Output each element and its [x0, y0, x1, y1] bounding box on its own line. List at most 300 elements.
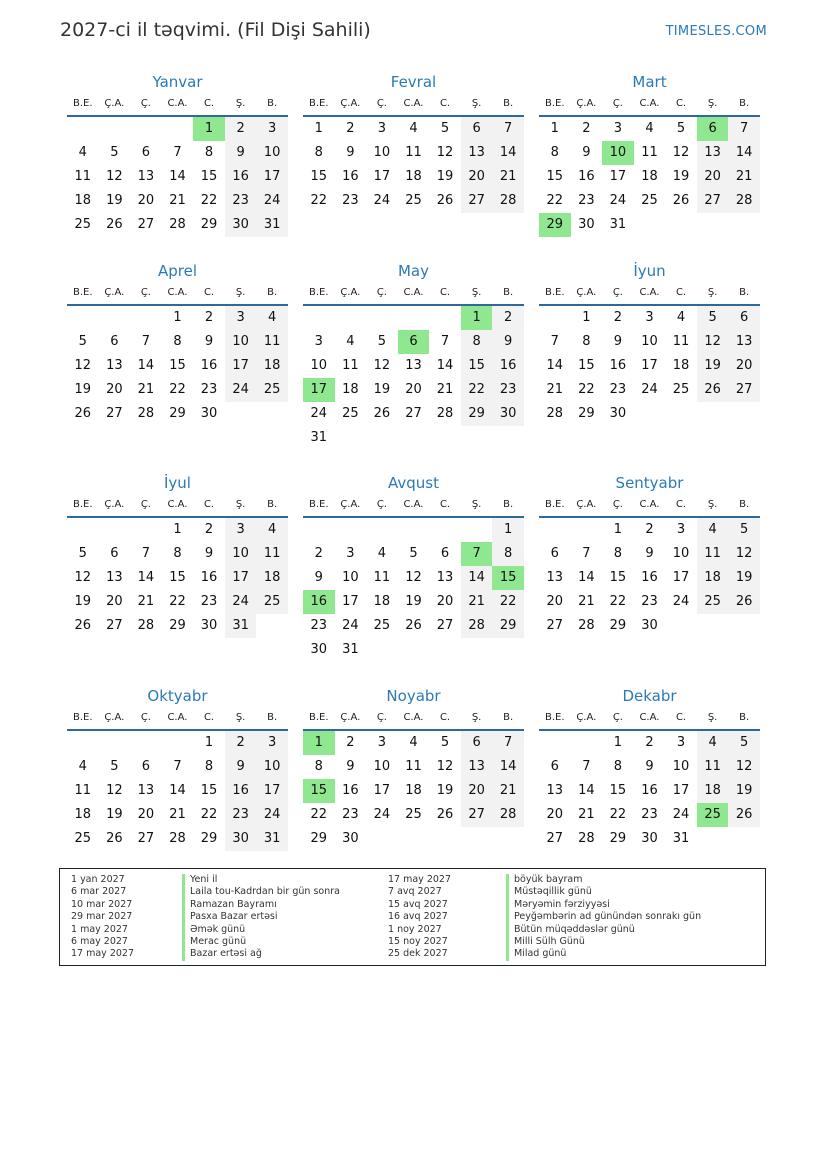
legend-date: 15 noy 2027 [388, 935, 448, 947]
day-cell: 14 [578, 783, 595, 798]
day-cell: 7 [141, 546, 151, 561]
day-cell: 26 [672, 193, 690, 208]
month-name: İyul [164, 474, 191, 492]
weekday-label: Ş. [471, 287, 482, 298]
day-cell: 10 [310, 358, 328, 373]
weekday-label: Ç. [376, 499, 387, 510]
day-cell: 22 [200, 193, 218, 208]
legend-holiday-name: Merac günü [190, 935, 247, 947]
month-noyabr [303, 685, 524, 851]
weekday-label: Ç.A. [104, 499, 125, 510]
day-cell: 31 [609, 217, 627, 232]
day-cell: 14 [461, 566, 493, 590]
day-cell: 8 [582, 334, 591, 349]
weekday-label: Ç. [140, 712, 151, 723]
day-cell: 16 [225, 779, 257, 803]
day-cell: 24 [256, 803, 288, 827]
day-cell: 28 [169, 831, 186, 846]
weekday-header [67, 93, 288, 117]
day-grid [539, 306, 760, 426]
month-oktyabr [67, 685, 288, 851]
month-name: Dekabr [622, 687, 677, 705]
month-name: Noyabr [386, 687, 441, 705]
day-cell: 16 [641, 783, 658, 798]
weekday-label: Ç.A. [340, 287, 361, 298]
weekday-label: Ş. [471, 712, 482, 723]
day-cell: 6 [141, 759, 151, 774]
day-cell: 4 [645, 121, 654, 136]
day-cell: 24 [609, 193, 627, 208]
day-cell: 3 [225, 518, 257, 542]
weekday-header [539, 494, 760, 518]
weekday-label: Ç.A. [576, 98, 597, 109]
day-cell: 9 [645, 546, 654, 561]
day-cell: 23 [342, 807, 359, 822]
day-cell: 3 [377, 735, 387, 750]
day-cell: 27 [461, 189, 493, 213]
holiday-day: 10 [602, 141, 634, 165]
empty-cell [366, 306, 398, 330]
day-cell: 26 [436, 193, 454, 208]
weekday-label: C.A. [403, 287, 424, 298]
day-cell: 26 [728, 590, 760, 614]
day-cell: 6 [728, 306, 760, 330]
weekday-label: C. [203, 499, 215, 510]
day-cell: 21 [492, 165, 524, 189]
day-cell: 13 [106, 358, 123, 373]
weekday-label: B.E. [545, 98, 565, 109]
weekday-label: C.A. [167, 499, 188, 510]
day-cell: 2 [314, 546, 323, 561]
day-cell: 7 [550, 334, 559, 349]
weekday-label: C. [675, 712, 687, 723]
day-cell: 23 [225, 189, 257, 213]
day-cell: 2 [204, 522, 214, 537]
month-name: Avqust [388, 474, 439, 492]
day-cell: 20 [436, 594, 454, 609]
weekday-header [67, 282, 288, 306]
day-cell: 27 [137, 217, 155, 232]
day-cell: 30 [578, 217, 595, 232]
day-cell: 29 [169, 406, 186, 421]
day-grid [67, 306, 288, 426]
weekday-label: Ş. [707, 287, 718, 298]
day-cell: 25 [256, 378, 288, 402]
day-cell: 10 [672, 759, 690, 774]
weekday-label: B.E. [309, 499, 329, 510]
day-cell: 29 [578, 406, 595, 421]
weekday-label: C. [439, 712, 451, 723]
weekday-header [303, 707, 524, 731]
day-grid [539, 117, 760, 237]
day-cell: 10 [373, 145, 391, 160]
day-cell: 20 [405, 382, 422, 397]
day-cell: 12 [672, 145, 690, 160]
day-cell: 8 [204, 759, 214, 774]
day-cell: 12 [106, 783, 123, 798]
day-cell: 10 [225, 330, 257, 354]
empty-cell [398, 518, 430, 542]
day-cell: 24 [225, 378, 257, 402]
weekday-label: B. [739, 712, 750, 723]
day-cell: 18 [74, 807, 92, 822]
day-cell: 19 [728, 779, 760, 803]
day-cell: 29 [461, 402, 493, 426]
empty-cell [99, 306, 131, 330]
day-cell: 2 [346, 121, 355, 136]
legend-holiday-name: Pasxa Bazar ertəsi [190, 911, 278, 923]
empty-cell [162, 117, 194, 141]
day-cell: 9 [204, 546, 214, 561]
weekday-label: Ç.A. [104, 712, 125, 723]
day-cell: 20 [546, 807, 564, 822]
day-cell: 25 [405, 807, 422, 822]
weekday-label: B.E. [73, 499, 93, 510]
month-i̇yul [67, 472, 288, 638]
empty-cell [571, 518, 603, 542]
day-cell: 19 [74, 382, 92, 397]
day-cell: 22 [169, 594, 186, 609]
day-cell: 30 [342, 831, 359, 846]
empty-cell [303, 306, 335, 330]
day-cell: 8 [613, 759, 623, 774]
day-cell: 17 [609, 169, 627, 184]
day-cell: 7 [141, 334, 151, 349]
empty-cell [67, 117, 99, 141]
day-cell: 11 [405, 145, 422, 160]
day-cell: 2 [613, 310, 623, 325]
day-cell: 31 [256, 213, 288, 237]
day-cell: 19 [436, 783, 454, 798]
empty-cell [99, 117, 131, 141]
day-cell: 24 [342, 618, 359, 633]
day-cell: 27 [728, 378, 760, 402]
day-cell: 15 [310, 169, 328, 184]
day-cell: 16 [200, 358, 218, 373]
day-cell: 13 [697, 141, 729, 165]
weekday-label: B. [503, 98, 514, 109]
weekday-label: Ş. [707, 499, 718, 510]
day-cell: 21 [169, 807, 186, 822]
day-cell: 22 [169, 382, 186, 397]
holiday-day: 1 [303, 731, 335, 755]
legend-date: 6 may 2027 [71, 935, 128, 947]
day-cell: 2 [225, 731, 257, 755]
day-cell: 23 [200, 594, 218, 609]
day-cell: 14 [436, 358, 454, 373]
weekday-label: C. [675, 287, 687, 298]
day-cell: 16 [225, 165, 257, 189]
day-cell: 2 [492, 306, 524, 330]
day-cell: 26 [697, 378, 729, 402]
day-cell: 20 [461, 779, 493, 803]
day-cell: 5 [78, 334, 87, 349]
legend-date: 6 mar 2027 [71, 886, 127, 898]
weekday-label: Ş. [707, 712, 718, 723]
day-cell: 11 [641, 145, 658, 160]
day-cell: 6 [461, 731, 493, 755]
day-cell: 17 [373, 169, 391, 184]
day-grid [303, 306, 524, 450]
day-cell: 20 [728, 354, 760, 378]
legend-holiday-name: Bütün müqəddəslər günü [514, 923, 635, 935]
day-cell: 15 [169, 358, 186, 373]
day-cell: 18 [697, 566, 729, 590]
day-cell: 13 [405, 358, 422, 373]
day-cell: 13 [436, 570, 454, 585]
day-cell: 4 [676, 310, 686, 325]
legend-names-col-1 [182, 874, 340, 961]
day-cell: 7 [492, 731, 524, 755]
empty-cell [335, 518, 367, 542]
weekday-header [539, 93, 760, 117]
month-avqust [303, 472, 524, 662]
weekday-header [539, 282, 760, 306]
day-cell: 28 [492, 803, 524, 827]
legend-date: 1 noy 2027 [388, 923, 442, 935]
day-cell: 4 [377, 546, 387, 561]
empty-cell [539, 306, 571, 330]
weekday-label: Ş. [235, 287, 246, 298]
day-cell: 27 [697, 189, 729, 213]
empty-cell [539, 731, 571, 755]
day-cell: 1 [613, 522, 623, 537]
month-fevral [303, 71, 524, 213]
day-cell: 8 [492, 542, 524, 566]
day-cell: 26 [106, 217, 123, 232]
day-cell: 5 [110, 145, 119, 160]
day-cell: 27 [137, 831, 155, 846]
weekday-label: C.A. [639, 98, 660, 109]
day-cell: 26 [74, 618, 92, 633]
day-cell: 3 [377, 121, 387, 136]
day-cell: 18 [405, 783, 422, 798]
day-cell: 6 [141, 145, 151, 160]
day-cell: 21 [461, 590, 493, 614]
day-cell: 8 [204, 145, 214, 160]
weekday-label: C.A. [639, 499, 660, 510]
day-cell: 3 [256, 117, 288, 141]
day-cell: 10 [225, 542, 257, 566]
day-cell: 18 [405, 169, 422, 184]
day-cell: 11 [697, 542, 729, 566]
day-cell: 25 [641, 193, 658, 208]
day-cell: 16 [200, 570, 218, 585]
legend-date: 17 may 2027 [388, 874, 452, 885]
day-cell: 29 [609, 831, 627, 846]
day-cell: 23 [641, 807, 658, 822]
day-cell: 17 [342, 594, 359, 609]
day-cell: 5 [728, 731, 760, 755]
day-cell: 16 [609, 358, 627, 373]
weekday-label: C. [439, 98, 451, 109]
day-cell: 18 [373, 594, 391, 609]
day-cell: 30 [609, 406, 627, 421]
weekday-label: C.A. [167, 287, 188, 298]
day-cell: 7 [440, 334, 450, 349]
weekday-label: Ç.A. [340, 712, 361, 723]
day-cell: 10 [342, 570, 359, 585]
holiday-legend [59, 868, 766, 966]
day-cell: 26 [436, 807, 454, 822]
month-name: Aprel [157, 262, 198, 280]
day-cell: 17 [256, 779, 288, 803]
weekday-label: Ç. [140, 499, 151, 510]
month-sentyabr [539, 472, 760, 638]
day-cell: 13 [546, 570, 564, 585]
day-cell: 30 [200, 618, 218, 633]
legend-date: 7 avq 2027 [388, 886, 442, 898]
weekday-header [67, 707, 288, 731]
day-cell: 22 [461, 378, 493, 402]
day-grid [303, 117, 524, 213]
empty-cell [162, 731, 194, 755]
day-cell: 14 [137, 358, 155, 373]
day-cell: 8 [550, 145, 559, 160]
legend-holiday-name: Laila tou-Kadrdan bir gün sonra [190, 886, 340, 898]
day-cell: 23 [641, 594, 658, 609]
day-cell: 12 [106, 169, 123, 184]
day-cell: 4 [78, 759, 87, 774]
weekday-label: B. [267, 499, 278, 510]
day-cell: 3 [613, 121, 623, 136]
weekday-label: Ş. [235, 712, 246, 723]
weekday-label: Ç. [140, 98, 151, 109]
day-cell: 22 [609, 807, 627, 822]
weekday-label: B.E. [73, 712, 93, 723]
day-cell: 2 [225, 117, 257, 141]
day-cell: 7 [173, 145, 182, 160]
day-cell: 2 [346, 735, 355, 750]
day-cell: 15 [200, 783, 218, 798]
day-cell: 1 [550, 121, 559, 136]
empty-cell [130, 306, 162, 330]
day-cell: 21 [137, 594, 155, 609]
day-cell: 26 [74, 406, 92, 421]
day-cell: 30 [200, 406, 218, 421]
empty-cell [67, 731, 99, 755]
weekday-label: B. [503, 287, 514, 298]
day-cell: 30 [225, 827, 257, 851]
weekday-label: Ç.A. [340, 98, 361, 109]
day-cell: 5 [110, 759, 119, 774]
legend-holiday-name: Milli Sülh Günü [514, 935, 585, 947]
day-cell: 24 [672, 807, 690, 822]
day-cell: 9 [492, 330, 524, 354]
day-cell: 6 [461, 117, 493, 141]
day-cell: 19 [74, 594, 92, 609]
day-cell: 11 [697, 755, 729, 779]
weekday-label: B. [503, 712, 514, 723]
day-grid [67, 117, 288, 237]
month-name: May [397, 262, 429, 280]
weekday-header [303, 494, 524, 518]
weekday-label: B.E. [545, 712, 565, 723]
day-cell: 5 [440, 121, 450, 136]
day-cell: 23 [578, 193, 595, 208]
day-cell: 4 [256, 306, 288, 330]
weekday-label: Ç.A. [576, 499, 597, 510]
day-cell: 21 [578, 807, 595, 822]
day-cell: 29 [492, 614, 524, 638]
day-cell: 15 [578, 358, 595, 373]
brand-logo[interactable]: TIMESLES.COM [665, 24, 767, 39]
empty-cell [398, 306, 430, 330]
day-cell: 20 [106, 594, 123, 609]
day-cell: 30 [310, 642, 328, 657]
weekday-label: Ç.A. [104, 98, 125, 109]
day-grid [67, 518, 288, 638]
day-cell: 7 [728, 117, 760, 141]
weekday-label: B. [267, 287, 278, 298]
day-cell: 26 [405, 618, 422, 633]
day-cell: 25 [74, 831, 92, 846]
day-cell: 3 [676, 522, 686, 537]
weekday-label: C. [675, 499, 687, 510]
legend-dates-col-2 [388, 874, 451, 961]
day-cell: 26 [106, 831, 123, 846]
day-cell: 28 [546, 406, 564, 421]
weekday-label: C.A. [639, 287, 660, 298]
day-cell: 8 [461, 330, 493, 354]
month-name: Oktyabr [147, 687, 208, 705]
weekday-label: B.E. [309, 712, 329, 723]
day-cell: 22 [546, 193, 564, 208]
legend-holiday-name: Məryəmin fərziyyəsi [514, 898, 610, 910]
legend-holiday-name: Bazar ertəsi ağ [190, 948, 262, 960]
day-cell: 28 [137, 618, 155, 633]
day-cell: 29 [200, 217, 218, 232]
day-cell: 19 [106, 807, 123, 822]
weekday-label: B. [267, 98, 278, 109]
day-cell: 5 [409, 546, 418, 561]
day-cell: 27 [546, 618, 564, 633]
month-i̇yun [539, 260, 760, 426]
weekday-label: Ç.A. [576, 287, 597, 298]
weekday-label: B.E. [545, 287, 565, 298]
day-cell: 11 [256, 330, 288, 354]
legend-holiday-name: Yeni il [190, 874, 218, 885]
day-cell: 14 [137, 570, 155, 585]
day-cell: 17 [225, 354, 257, 378]
day-cell: 9 [613, 334, 623, 349]
day-cell: 9 [314, 570, 323, 585]
day-cell: 7 [582, 546, 591, 561]
day-cell: 19 [106, 193, 123, 208]
day-cell: 14 [169, 783, 186, 798]
legend-holiday-name: böyük bayram [514, 874, 583, 885]
empty-cell [130, 117, 162, 141]
day-cell: 9 [204, 334, 214, 349]
day-cell: 23 [310, 618, 328, 633]
day-cell: 19 [672, 169, 690, 184]
day-cell: 11 [74, 169, 92, 184]
day-cell: 11 [373, 570, 391, 585]
day-cell: 23 [200, 382, 218, 397]
weekday-label: Ç. [612, 499, 623, 510]
day-cell: 9 [225, 141, 257, 165]
weekday-label: C.A. [403, 98, 424, 109]
weekday-label: C. [439, 287, 451, 298]
day-cell: 27 [546, 831, 564, 846]
day-cell: 12 [405, 570, 422, 585]
day-cell: 12 [373, 358, 391, 373]
month-name: Fevral [390, 73, 437, 91]
day-cell: 13 [461, 755, 493, 779]
day-cell: 22 [578, 382, 595, 397]
weekday-label: C.A. [639, 712, 660, 723]
day-cell: 14 [492, 141, 524, 165]
